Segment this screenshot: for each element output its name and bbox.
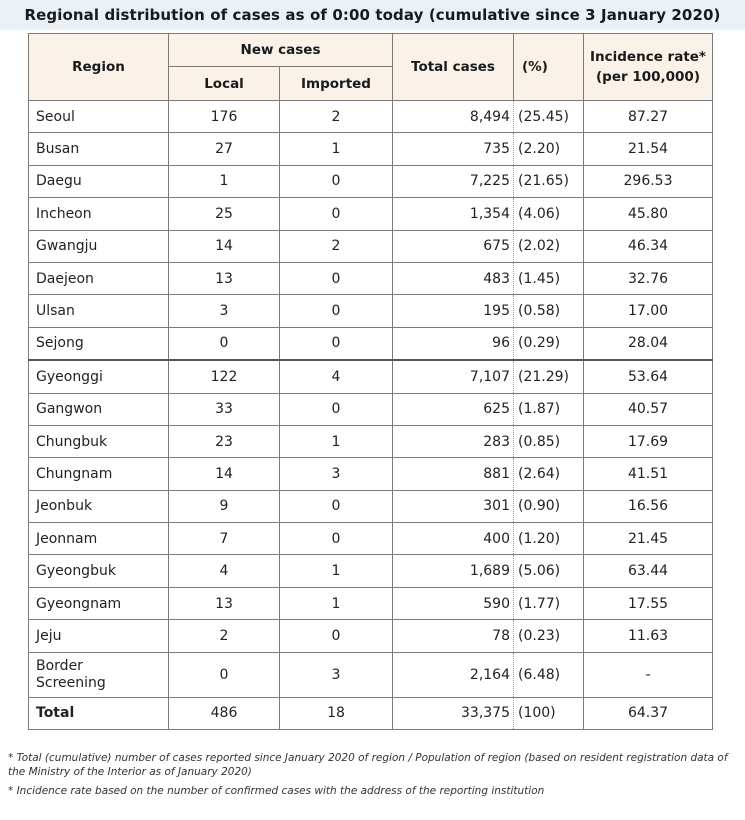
total-cell: 483 [393,262,514,294]
local-cell: 122 [169,360,280,393]
region-cell: Gwangju [29,230,169,262]
total-cell: 675 [393,230,514,262]
percent-cell: (1.87) [514,393,584,425]
region-cell: Seoul [29,101,169,133]
total-cell: 195 [393,295,514,327]
rate-cell: 28.04 [584,327,713,360]
table-body [29,101,713,730]
percent-cell: (100) [514,697,584,729]
rate-cell: 21.45 [584,523,713,555]
imported-cell: 4 [280,360,393,393]
total-cell: 400 [393,523,514,555]
local-cell: 23 [169,425,280,457]
local-cell: 0 [169,327,280,360]
rate-cell: 11.63 [584,620,713,652]
percent-cell: (0.90) [514,490,584,522]
rate-cell: - [584,652,713,697]
imported-cell: 0 [280,262,393,294]
local-cell: 1 [169,165,280,197]
percent-cell: (1.20) [514,523,584,555]
table-row [29,295,713,327]
region-cell: Gyeongbuk [29,555,169,587]
rate-cell: 17.55 [584,587,713,619]
table-row [29,327,713,360]
rate-cell: 45.80 [584,198,713,230]
imported-cell: 0 [280,393,393,425]
region-cell: Ulsan [29,295,169,327]
rate-cell: 32.76 [584,262,713,294]
table-row [29,230,713,262]
total-cell: 301 [393,490,514,522]
rate-cell: 17.69 [584,425,713,457]
region-cell: Gangwon [29,393,169,425]
table-row [29,555,713,587]
percent-cell: (0.85) [514,425,584,457]
region-cell: Incheon [29,198,169,230]
table-row [29,101,713,133]
region-cell: Jeonnam [29,523,169,555]
header-imported: Imported [280,67,393,101]
percent-cell: (1.77) [514,587,584,619]
table-row [29,620,713,652]
local-cell: 9 [169,490,280,522]
total-cell: 8,494 [393,101,514,133]
header-incidence-line1: Incidence rate* [590,49,706,65]
regional-cases-table [28,33,713,730]
table-row [29,133,713,165]
imported-cell: 0 [280,327,393,360]
percent-cell: (0.23) [514,620,584,652]
title-band [0,0,745,30]
page-title: Regional distribution of cases as of 0:00 today (cumulative since 3 January 2020) [24,6,721,24]
imported-cell: 3 [280,652,393,697]
region-cell: Jeonbuk [29,490,169,522]
imported-cell: 0 [280,620,393,652]
total-cell: 2,164 [393,652,514,697]
local-cell: 486 [169,697,280,729]
region-line2: Screening [36,674,106,691]
total-cell: 283 [393,425,514,457]
imported-cell: 1 [280,425,393,457]
region-cell: Gyeonggi [29,360,169,393]
imported-cell: 1 [280,555,393,587]
rate-cell: 64.37 [584,697,713,729]
total-cell: 590 [393,587,514,619]
local-cell: 13 [169,587,280,619]
region-line1: Border [36,657,83,674]
local-cell: 4 [169,555,280,587]
total-cell: 33,375 [393,697,514,729]
rate-cell: 53.64 [584,360,713,393]
percent-cell: (2.64) [514,458,584,490]
table-row [29,425,713,457]
table-row [29,198,713,230]
header-percent: (%) [514,34,584,101]
region-cell: Busan [29,133,169,165]
imported-cell: 18 [280,697,393,729]
local-cell: 7 [169,523,280,555]
local-cell: 176 [169,101,280,133]
header-region: Region [29,34,169,101]
percent-cell: (25.45) [514,101,584,133]
rate-cell: 40.57 [584,393,713,425]
table-row [29,262,713,294]
header-new-cases: New cases [169,34,393,67]
region-cell: Sejong [29,327,169,360]
table-row-total [29,697,713,729]
region-cell: Chungnam [29,458,169,490]
imported-cell: 3 [280,458,393,490]
percent-cell: (2.02) [514,230,584,262]
header-total-cases: Total cases [393,34,514,101]
total-cell: 1,689 [393,555,514,587]
imported-cell: 2 [280,230,393,262]
total-cell: 881 [393,458,514,490]
imported-cell: 0 [280,198,393,230]
percent-cell: (21.65) [514,165,584,197]
total-cell: 78 [393,620,514,652]
rate-cell: 41.51 [584,458,713,490]
imported-cell: 0 [280,165,393,197]
imported-cell: 2 [280,101,393,133]
percent-cell: (5.06) [514,555,584,587]
table-row-border-screening [29,652,713,697]
rate-cell: 17.00 [584,295,713,327]
local-cell: 14 [169,458,280,490]
total-cell: 625 [393,393,514,425]
region-cell: Daejeon [29,262,169,294]
table-row [29,360,713,393]
total-cell: 7,225 [393,165,514,197]
rate-cell: 296.53 [584,165,713,197]
local-cell: 14 [169,230,280,262]
total-cell: 735 [393,133,514,165]
total-cell: 96 [393,327,514,360]
local-cell: 0 [169,652,280,697]
percent-cell: (4.06) [514,198,584,230]
percent-cell: (2.20) [514,133,584,165]
percent-cell: (1.45) [514,262,584,294]
rate-cell: 46.34 [584,230,713,262]
local-cell: 3 [169,295,280,327]
rate-cell: 21.54 [584,133,713,165]
percent-cell: (0.29) [514,327,584,360]
table-row [29,458,713,490]
rate-cell: 87.27 [584,101,713,133]
rate-cell: 63.44 [584,555,713,587]
total-cell: 1,354 [393,198,514,230]
imported-cell: 0 [280,490,393,522]
local-cell: 13 [169,262,280,294]
percent-cell: (21.29) [514,360,584,393]
region-cell: Gyeongnam [29,587,169,619]
table-row [29,523,713,555]
imported-cell: 1 [280,133,393,165]
table-row [29,490,713,522]
region-cell: Jeju [29,620,169,652]
local-cell: 2 [169,620,280,652]
local-cell: 27 [169,133,280,165]
footnote-incidence-definition: * Total (cumulative) number of cases reported since January 2020 of region / Population of region (based on resident registration data of the Ministry of the Interior as of January 2020) [8,752,728,778]
imported-cell: 0 [280,295,393,327]
region-cell: Total [29,697,169,729]
footnote-reporting-address: * Incidence rate based on the number of confirmed cases with the address of the reporting institution [8,785,545,797]
region-cell [29,652,169,697]
table-row [29,393,713,425]
header-incidence-line2: (per 100,000) [595,69,700,85]
header-incidence-rate [584,34,713,101]
imported-cell: 0 [280,523,393,555]
region-cell: Chungbuk [29,425,169,457]
table-row [29,165,713,197]
region-cell: Daegu [29,165,169,197]
header-local: Local [169,67,280,101]
percent-cell: (0.58) [514,295,584,327]
local-cell: 25 [169,198,280,230]
local-cell: 33 [169,393,280,425]
total-cell: 7,107 [393,360,514,393]
table-row [29,587,713,619]
imported-cell: 1 [280,587,393,619]
rate-cell: 16.56 [584,490,713,522]
percent-cell: (6.48) [514,652,584,697]
